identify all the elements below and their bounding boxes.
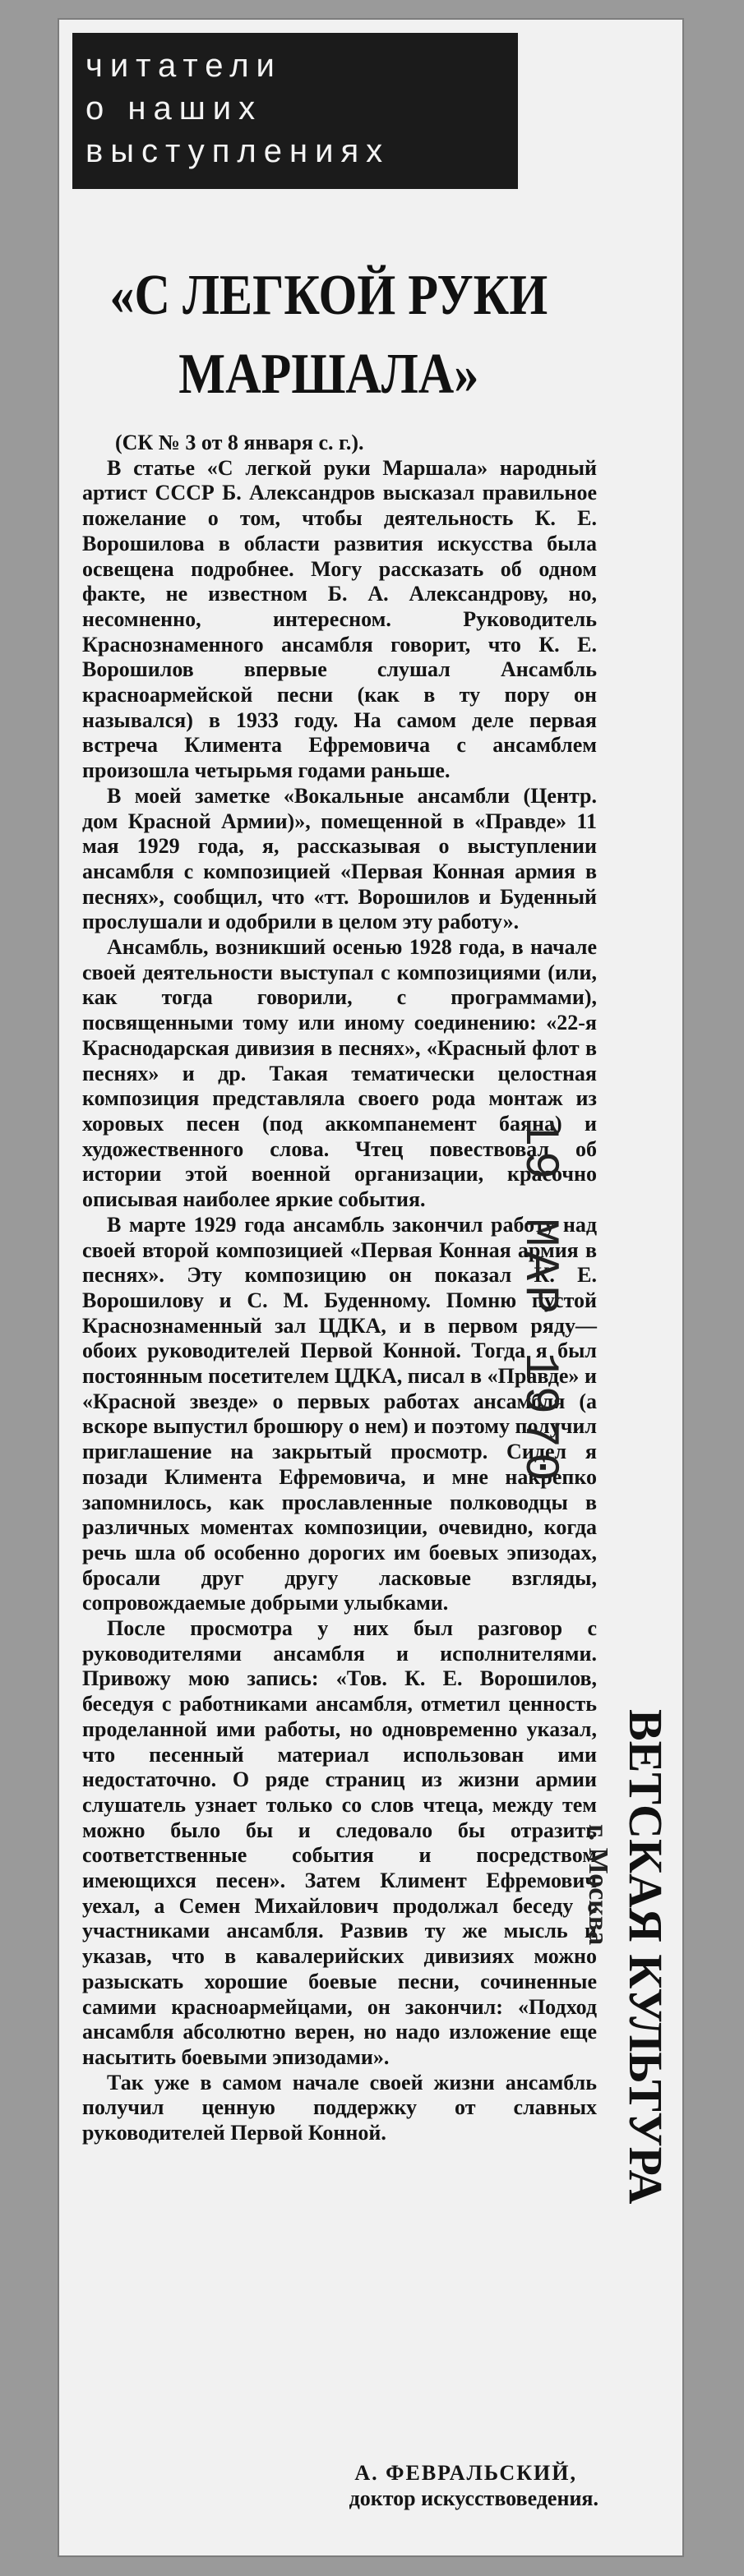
rubric-banner (72, 33, 518, 189)
rubric-line: о наших (85, 90, 263, 127)
newspaper-masthead: ВЕТСКАЯ КУЛЬТУРА (619, 1709, 672, 2205)
author-name: А. ФЕВРАЛЬСКИЙ, (354, 2461, 577, 2485)
article-paragraph: В моей заметке «Вокальные ансамбли (Центр. дом Красной Армии)», помещенной в «Правде» 11 мая 1929 года, я, рассказывая о выступлении ансамбля с композицией «Первая Конная армия в песнях», сообщил, что «тт. Ворошилов и Буденный прослушали и одобрили в целом эту работу». (82, 783, 597, 934)
rubric-line: выступлениях (85, 133, 390, 169)
author-title: доктор искусствоведения. (349, 2486, 598, 2510)
article-paragraph: Так уже в самом начале своей жизни ансамбль получил ценную поддержку от славных руководителей Первой Конной. (82, 2070, 597, 2145)
newspaper-city: г. Москва (583, 1824, 613, 1946)
article-paragraph: Ансамбль, возникший осенью 1928 года, в начале своей деятельности выступал с композициями (или, как тогда говорили, с программами), посвященными тому или иному соединению: «22-я Краснодарская дивизия в песнях», «Красный флот в песнях» и др. Такая тематически целостная композиция представляла своего рода монтаж из хоровых песен (под аккомпанемент баяна) и художественного слова. Чтец повествовал об истории этой военной организации, красочно описывая наиболее яркие события. (82, 935, 597, 1212)
rubric-line: читатели (85, 48, 282, 84)
headline-line: МАРШАЛА» (178, 343, 479, 406)
article-reference: (СК № 3 от 8 января с. г.). (115, 431, 364, 454)
article-paragraph: В марте 1929 года ансамбль закончил работу над своей второй композицией «Первая Конная армия в песнях». Эту композицию он показал К. Е. Ворошилову и С. М. Буденному. Помню пустой Краснознаменный зал ЦДКА, и в первом ряду—обоих руководителей Первой Конной. Тогда я был постоянным посетителем ЦДКА, писал в «Правде» и «Красной звезде» о первых работах ансамбля (а вскоре выпустил брошюру о нем) и поэтому получил приглашение на закрытый просмотр. Сидел я позади Климента Ефремовича, и мне накрепко запомнилось, как прославленные полководцы в различных моментах композиции, очевидно, когда речь шла об особенно дорогих им боевых эпизодах, бросали друг другу ласковые взгляды, сопровождаемые добрыми улыбками. (82, 1212, 597, 1615)
article-paragraph: После просмотра у них был разговор с руководителями ансамбля и исполнителями. Привожу мою запись: «Тов. К. Е. Ворошилов, беседуя с работниками ансамбля, отметил ценность проделанной ими работы, но одновременно указал, что песенный материал использован ими недостаточно. О ряде страниц из жизни армии слушатель узнает только со слов чтеца, между тем можно было бы и следовало бы отразить соответственные события и посредством имеющихся песен». Затем Климент Ефремович уехал, а Семен Михайлович продолжал беседу с участниками ансамбля. Развив ту же мысль и указав, что в кавалерийских дивизиях можно разыскать хорошие боевые песни, сочиненные самими красноармейцами, он закончил: «Подход ансамбля абсолютно верен, но надо изложение еще насытить боевыми эпизодами». (82, 1616, 597, 2069)
article-headline (58, 256, 600, 414)
date-stamp: 19 МАР 1970 (512, 1117, 566, 1486)
article-paragraph: В статье «С легкой руки Маршала» народный артист СССР Б. Александров высказал правильное пожелание о том, чтобы деятельность К. Е. Ворошилова в области развития искусства была освещена подробнее. Могу рассказать об одном факте, не известном Б. А. Александрову, но, несомненно, интересном. Руководитель Краснознаменного ансамбля говорит, что К. Е. Ворошилов впервые слушал Ансамбль красноармейской песни (как в ту пору он назывался) в 1933 году. На самом деле первая встреча Климента Ефремовича с ансамблем произошла четырьмя годами раньше. (82, 455, 597, 783)
newspaper-clipping (58, 18, 684, 2557)
headline-line: «С ЛЕГКОЙ РУКИ (109, 264, 548, 327)
author-signature (82, 2460, 598, 2511)
